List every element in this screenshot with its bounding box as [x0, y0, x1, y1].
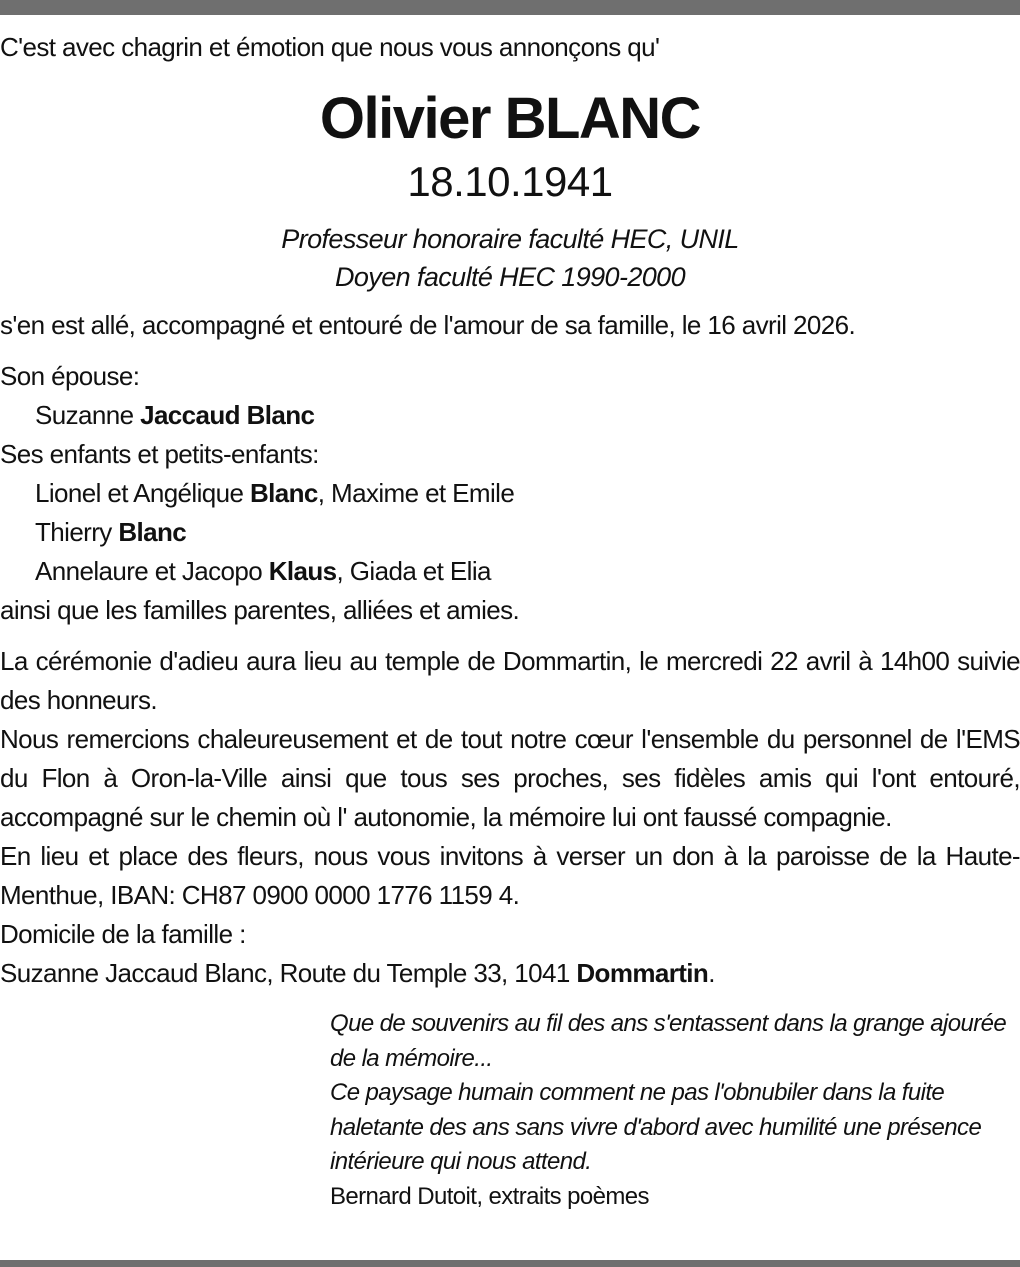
- grandchildren-names: , Giada et Elia: [336, 556, 491, 586]
- deceased-name: Olivier BLANC: [319, 86, 701, 151]
- address-end: .: [708, 958, 715, 988]
- child-last-name: Blanc: [249, 478, 318, 508]
- domicile-address: [0, 954, 1020, 993]
- top-border-rule: [0, 0, 1020, 15]
- child-first-names: Annelaure et Jacopo: [35, 556, 269, 586]
- spouse-first-name: Suzanne: [35, 400, 141, 430]
- passing-announcement: s'en est allé, accompagné et entouré de l'amour de sa famille, le 16 avril 2026.: [0, 310, 856, 340]
- address-text: Suzanne Jaccaud Blanc, Route du Temple 33, 1041: [0, 958, 577, 988]
- family-list: [0, 357, 1020, 630]
- child-last-name: Klaus: [268, 556, 337, 586]
- birth-date: 18.10.1941: [407, 158, 613, 205]
- poem-line: Ce paysage humain comment ne pas l'obnubiler dans la fuite haletante des ans sans vivre d'abord avec humilité une présence intérieure qui nous attend.: [330, 1079, 982, 1175]
- ceremony-info: La cérémonie d'adieu aura lieu au temple de Dommartin, le mercredi 22 avril à 14h00 suivie des honneurs.: [0, 646, 1020, 715]
- title-line: Professeur honoraire faculté HEC, UNIL: [281, 224, 739, 254]
- spouse-entry: [0, 396, 1020, 435]
- intro-text: C'est avec chagrin et émotion que nous vous annonçons qu': [0, 32, 660, 62]
- obituary-notice: [0, 28, 1020, 1214]
- child-first-names: Thierry: [35, 517, 119, 547]
- child-first-names: Lionel et Angélique: [35, 478, 250, 508]
- poem-line: Que de souvenirs au fil des ans s'entassent dans la grange ajourée de la mémoire...: [330, 1010, 1007, 1072]
- poem-quote: [330, 1007, 1020, 1214]
- children-label: Ses enfants et petits-enfants:: [0, 439, 319, 469]
- donation-info: En lieu et place des fleurs, nous vous invitons à verser un don à la paroisse de la Haute-Menthue, IBAN: CH87 0900 0000 1776 1159 4.: [0, 841, 1020, 910]
- spouse-last-name: Jaccaud Blanc: [140, 400, 315, 430]
- address-town: Dommartin: [576, 958, 709, 988]
- spouse-label: Son épouse:: [0, 361, 140, 391]
- grandchildren-names: , Maxime et Emile: [317, 478, 515, 508]
- domicile-label: Domicile de la famille :: [0, 919, 246, 949]
- poem-attribution: Bernard Dutoit, extraits poèmes: [330, 1182, 649, 1210]
- child-entry: [0, 513, 1020, 552]
- child-entry: [0, 552, 1020, 591]
- professional-titles: [0, 220, 1020, 296]
- child-entry: [0, 474, 1020, 513]
- bottom-border-rule: [0, 1260, 1020, 1267]
- extended-family: ainsi que les familles parentes, alliées et amies.: [0, 595, 520, 625]
- child-last-name: Blanc: [118, 517, 187, 547]
- title-line: Doyen faculté HEC 1990-2000: [334, 262, 686, 292]
- thanks-paragraph: Nous remercions chaleureusement et de tout notre cœur l'ensemble du personnel de l'EMS du Flon à Oron-la-Ville ainsi que tous ses proches, ses fidèles amis qui l'ont entouré, accompagné sur le chemin où l' autonomie, la mémoire lui ont faussé compagnie.: [0, 724, 1020, 832]
